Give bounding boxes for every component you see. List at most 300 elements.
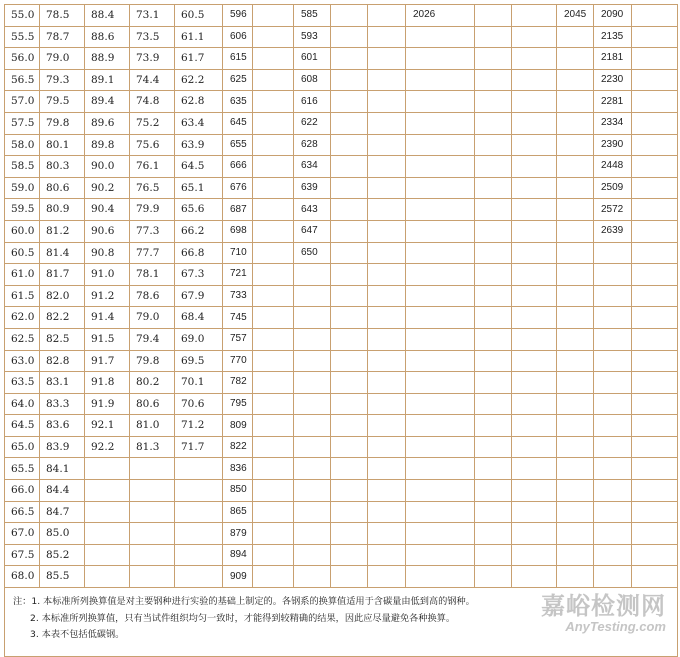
table-cell: 88.6 [85, 26, 130, 48]
table-cell: 64.5 [175, 156, 223, 178]
table-cell: 645 [223, 112, 253, 134]
table-cell [368, 112, 406, 134]
table-cell [368, 134, 406, 156]
table-cell: 68.0 [5, 566, 40, 588]
table-cell: 81.0 [130, 415, 175, 437]
table-cell: 676 [223, 177, 253, 199]
table-cell: 83.6 [40, 415, 85, 437]
table-cell: 70.1 [175, 372, 223, 394]
table-cell [175, 501, 223, 523]
table-cell [557, 285, 594, 307]
table-cell [406, 69, 475, 91]
table-cell [331, 458, 368, 480]
table-cell [331, 328, 368, 350]
table-cell [557, 112, 594, 134]
watermark-cn-text: 嘉峪检测网 [541, 592, 666, 620]
table-cell [368, 328, 406, 350]
table-cell [253, 523, 294, 545]
table-cell [475, 156, 512, 178]
table-cell [85, 501, 130, 523]
table-cell [557, 69, 594, 91]
table-cell: 85.5 [40, 566, 85, 588]
table-cell [253, 436, 294, 458]
table-cell [331, 393, 368, 415]
table-cell [253, 177, 294, 199]
table-cell [512, 480, 557, 502]
table-row [5, 436, 678, 458]
table-cell [294, 566, 331, 588]
table-cell [475, 566, 512, 588]
table-cell: 90.8 [85, 242, 130, 264]
table-cell [632, 501, 678, 523]
table-cell [512, 5, 557, 27]
table-cell: 66.2 [175, 220, 223, 242]
table-cell: 909 [223, 566, 253, 588]
table-cell: 596 [223, 5, 253, 27]
table-row [5, 112, 678, 134]
table-cell [475, 480, 512, 502]
table-cell [331, 112, 368, 134]
table-row [5, 134, 678, 156]
table-cell: 79.8 [40, 112, 85, 134]
table-cell [294, 436, 331, 458]
table-cell [632, 5, 678, 27]
table-cell: 836 [223, 458, 253, 480]
table-cell: 73.9 [130, 48, 175, 70]
table-cell [85, 566, 130, 588]
table-cell [406, 112, 475, 134]
table-cell: 79.0 [130, 307, 175, 329]
table-cell [512, 501, 557, 523]
table-cell [512, 415, 557, 437]
table-cell: 63.0 [5, 350, 40, 372]
table-cell: 91.0 [85, 264, 130, 286]
table-cell [475, 264, 512, 286]
table-row [5, 480, 678, 502]
table-cell: 62.5 [5, 328, 40, 350]
table-cell: 635 [223, 91, 253, 113]
table-cell [331, 523, 368, 545]
table-cell: 76.1 [130, 156, 175, 178]
table-cell: 67.9 [175, 285, 223, 307]
table-cell [130, 480, 175, 502]
table-cell [557, 544, 594, 566]
table-cell: 59.5 [5, 199, 40, 221]
notes-row [5, 588, 678, 657]
table-cell [594, 480, 632, 502]
table-cell [512, 544, 557, 566]
table-cell [130, 501, 175, 523]
table-cell [594, 264, 632, 286]
note-line: 2. 本标准所列换算值，只有当试件组织均匀一致时，才能得到较精确的结果，因此应尽量避免各种换算。 [30, 612, 456, 624]
table-cell [512, 264, 557, 286]
table-cell [512, 523, 557, 545]
table-cell [294, 328, 331, 350]
table-cell: 585 [294, 5, 331, 27]
table-cell [632, 566, 678, 588]
table-cell: 2334 [594, 112, 632, 134]
table-cell [368, 350, 406, 372]
table-cell [557, 220, 594, 242]
table-cell [475, 220, 512, 242]
table-cell: 62.2 [175, 69, 223, 91]
table-cell [594, 285, 632, 307]
table-cell: 62.8 [175, 91, 223, 113]
table-cell [475, 372, 512, 394]
table-cell: 650 [294, 242, 331, 264]
table-cell: 2390 [594, 134, 632, 156]
table-cell: 55.5 [5, 26, 40, 48]
table-cell [130, 544, 175, 566]
table-cell [331, 501, 368, 523]
table-cell: 63.9 [175, 134, 223, 156]
table-cell: 622 [294, 112, 331, 134]
table-cell: 2181 [594, 48, 632, 70]
table-cell [253, 285, 294, 307]
table-cell [331, 436, 368, 458]
table-cell [253, 5, 294, 27]
table-cell [557, 264, 594, 286]
table-cell: 80.9 [40, 199, 85, 221]
table-row [5, 285, 678, 307]
table-cell [557, 350, 594, 372]
table-cell [632, 264, 678, 286]
table-cell [512, 220, 557, 242]
table-cell [331, 307, 368, 329]
table-cell: 80.6 [40, 177, 85, 199]
table-cell [368, 566, 406, 588]
table-cell [294, 544, 331, 566]
table-cell: 687 [223, 199, 253, 221]
table-cell: 57.0 [5, 91, 40, 113]
table-cell [331, 415, 368, 437]
table-cell: 69.5 [175, 350, 223, 372]
table-cell [557, 501, 594, 523]
table-cell [253, 480, 294, 502]
table-cell [406, 177, 475, 199]
table-cell: 2639 [594, 220, 632, 242]
table-cell [294, 307, 331, 329]
table-cell: 647 [294, 220, 331, 242]
table-cell [512, 242, 557, 264]
table-cell [368, 436, 406, 458]
table-cell [253, 264, 294, 286]
table-cell [406, 156, 475, 178]
table-cell: 91.9 [85, 393, 130, 415]
table-cell: 606 [223, 26, 253, 48]
table-cell [368, 48, 406, 70]
table-cell: 733 [223, 285, 253, 307]
table-cell [557, 134, 594, 156]
table-cell: 82.8 [40, 350, 85, 372]
table-cell [632, 458, 678, 480]
table-cell: 92.2 [85, 436, 130, 458]
table-cell [557, 26, 594, 48]
table-cell [512, 48, 557, 70]
table-cell: 79.3 [40, 69, 85, 91]
table-cell: 67.5 [5, 544, 40, 566]
table-cell [368, 480, 406, 502]
table-cell [368, 372, 406, 394]
table-cell [632, 112, 678, 134]
table-row [5, 523, 678, 545]
table-cell [594, 544, 632, 566]
table-cell: 63.5 [5, 372, 40, 394]
table-cell: 58.0 [5, 134, 40, 156]
table-cell [475, 199, 512, 221]
table-cell [368, 91, 406, 113]
note-line: 3. 本表不包括低碳钢。 [30, 629, 125, 641]
table-row [5, 372, 678, 394]
table-cell [406, 501, 475, 523]
table-cell: 2135 [594, 26, 632, 48]
table-cell: 66.0 [5, 480, 40, 502]
table-cell: 710 [223, 242, 253, 264]
table-cell [253, 220, 294, 242]
table-cell [368, 220, 406, 242]
table-cell [475, 112, 512, 134]
table-cell: 62.0 [5, 307, 40, 329]
table-cell: 634 [294, 156, 331, 178]
table-cell: 655 [223, 134, 253, 156]
table-cell: 56.5 [5, 69, 40, 91]
table-cell: 91.4 [85, 307, 130, 329]
table-cell: 79.4 [130, 328, 175, 350]
table-cell [368, 264, 406, 286]
table-cell [253, 91, 294, 113]
table-cell [294, 285, 331, 307]
table-cell: 608 [294, 69, 331, 91]
table-cell: 85.2 [40, 544, 85, 566]
table-cell [331, 199, 368, 221]
table-cell: 666 [223, 156, 253, 178]
table-cell [632, 523, 678, 545]
table-cell: 73.5 [130, 26, 175, 48]
table-cell: 74.4 [130, 69, 175, 91]
table-cell [632, 415, 678, 437]
table-cell: 628 [294, 134, 331, 156]
table-cell [632, 350, 678, 372]
hardness-conversion-table [4, 4, 678, 657]
table-cell [475, 5, 512, 27]
table-cell [368, 285, 406, 307]
table-cell [294, 523, 331, 545]
table-cell [331, 48, 368, 70]
table-cell: 58.5 [5, 156, 40, 178]
table-cell [406, 48, 475, 70]
table-cell [331, 26, 368, 48]
table-cell: 68.4 [175, 307, 223, 329]
table-row [5, 5, 678, 27]
table-cell: 65.5 [5, 458, 40, 480]
table-cell [368, 156, 406, 178]
table-cell: 71.7 [175, 436, 223, 458]
table-cell [475, 458, 512, 480]
table-cell [85, 458, 130, 480]
table-row [5, 566, 678, 588]
table-row [5, 307, 678, 329]
table-cell: 82.0 [40, 285, 85, 307]
table-cell: 60.5 [175, 5, 223, 27]
table-cell: 770 [223, 350, 253, 372]
table-cell [512, 436, 557, 458]
table-cell [594, 501, 632, 523]
table-cell [85, 523, 130, 545]
table-cell: 75.2 [130, 112, 175, 134]
table-row [5, 415, 678, 437]
table-cell: 78.7 [40, 26, 85, 48]
table-cell [475, 501, 512, 523]
table-cell [475, 242, 512, 264]
table-cell: 90.0 [85, 156, 130, 178]
table-cell: 2281 [594, 91, 632, 113]
table-cell [632, 480, 678, 502]
table-cell [406, 480, 475, 502]
table-cell [368, 5, 406, 27]
table-cell: 616 [294, 91, 331, 113]
table-cell [253, 199, 294, 221]
table-cell [594, 523, 632, 545]
table-row [5, 177, 678, 199]
table-cell [557, 156, 594, 178]
table-cell: 65.1 [175, 177, 223, 199]
table-cell: 2509 [594, 177, 632, 199]
table-cell [368, 501, 406, 523]
table-cell: 79.9 [130, 199, 175, 221]
table-cell: 67.0 [5, 523, 40, 545]
table-cell [331, 372, 368, 394]
table-cell: 64.0 [5, 393, 40, 415]
table-cell [512, 285, 557, 307]
table-cell: 2448 [594, 156, 632, 178]
table-cell: 77.7 [130, 242, 175, 264]
table-cell [253, 48, 294, 70]
table-cell [594, 393, 632, 415]
table-cell: 2090 [594, 5, 632, 27]
table-cell [594, 458, 632, 480]
table-cell: 601 [294, 48, 331, 70]
table-cell [253, 501, 294, 523]
table-cell [475, 177, 512, 199]
table-cell: 78.6 [130, 285, 175, 307]
table-cell [294, 393, 331, 415]
table-cell [594, 436, 632, 458]
table-row [5, 501, 678, 523]
table-cell [406, 307, 475, 329]
table-cell [512, 372, 557, 394]
table-row [5, 458, 678, 480]
table-cell [632, 372, 678, 394]
table-cell [632, 134, 678, 156]
table-cell: 89.8 [85, 134, 130, 156]
table-cell: 89.6 [85, 112, 130, 134]
table-cell [557, 328, 594, 350]
table-cell [632, 220, 678, 242]
table-cell [368, 69, 406, 91]
table-cell: 850 [223, 480, 253, 502]
table-cell [557, 199, 594, 221]
table-cell [594, 242, 632, 264]
table-cell: 80.1 [40, 134, 85, 156]
table-cell [294, 415, 331, 437]
table-cell [368, 307, 406, 329]
table-row [5, 199, 678, 221]
table-cell [632, 69, 678, 91]
table-cell: 88.9 [85, 48, 130, 70]
table-cell [475, 91, 512, 113]
table-cell [253, 112, 294, 134]
table-cell: 81.2 [40, 220, 85, 242]
table-cell: 57.5 [5, 112, 40, 134]
table-cell [406, 350, 475, 372]
table-row [5, 91, 678, 113]
table-cell: 90.4 [85, 199, 130, 221]
table-cell: 615 [223, 48, 253, 70]
table-cell [331, 134, 368, 156]
table-cell: 782 [223, 372, 253, 394]
table-cell [331, 91, 368, 113]
table-cell: 79.0 [40, 48, 85, 70]
table-cell [557, 307, 594, 329]
table-cell [175, 480, 223, 502]
table-cell: 75.6 [130, 134, 175, 156]
table-cell [331, 480, 368, 502]
table-cell [557, 480, 594, 502]
table-cell: 91.8 [85, 372, 130, 394]
table-cell: 721 [223, 264, 253, 286]
table-cell [632, 393, 678, 415]
table-cell [253, 372, 294, 394]
table-cell [475, 328, 512, 350]
table-cell [557, 393, 594, 415]
table-cell [368, 393, 406, 415]
table-cell [85, 544, 130, 566]
table-cell [406, 566, 475, 588]
table-cell: 66.8 [175, 242, 223, 264]
table-cell: 67.3 [175, 264, 223, 286]
table-cell: 73.1 [130, 5, 175, 27]
table-cell [253, 350, 294, 372]
table-cell: 593 [294, 26, 331, 48]
table-cell [512, 91, 557, 113]
table-body [5, 5, 678, 657]
table-cell [331, 566, 368, 588]
table-cell [475, 48, 512, 70]
table-cell [632, 199, 678, 221]
table-cell [331, 156, 368, 178]
table-cell [557, 436, 594, 458]
table-cell [632, 328, 678, 350]
table-cell [594, 307, 632, 329]
table-cell: 81.3 [130, 436, 175, 458]
table-cell [632, 436, 678, 458]
table-cell: 64.5 [5, 415, 40, 437]
table-cell [331, 264, 368, 286]
table-cell [594, 328, 632, 350]
table-cell: 83.1 [40, 372, 85, 394]
table-cell [368, 523, 406, 545]
table-cell [594, 566, 632, 588]
table-cell [175, 458, 223, 480]
table-cell [406, 242, 475, 264]
table-cell [632, 307, 678, 329]
table-cell: 865 [223, 501, 253, 523]
table-cell: 894 [223, 544, 253, 566]
table-cell: 80.2 [130, 372, 175, 394]
table-cell: 61.0 [5, 264, 40, 286]
table-cell [253, 242, 294, 264]
table-cell [594, 350, 632, 372]
